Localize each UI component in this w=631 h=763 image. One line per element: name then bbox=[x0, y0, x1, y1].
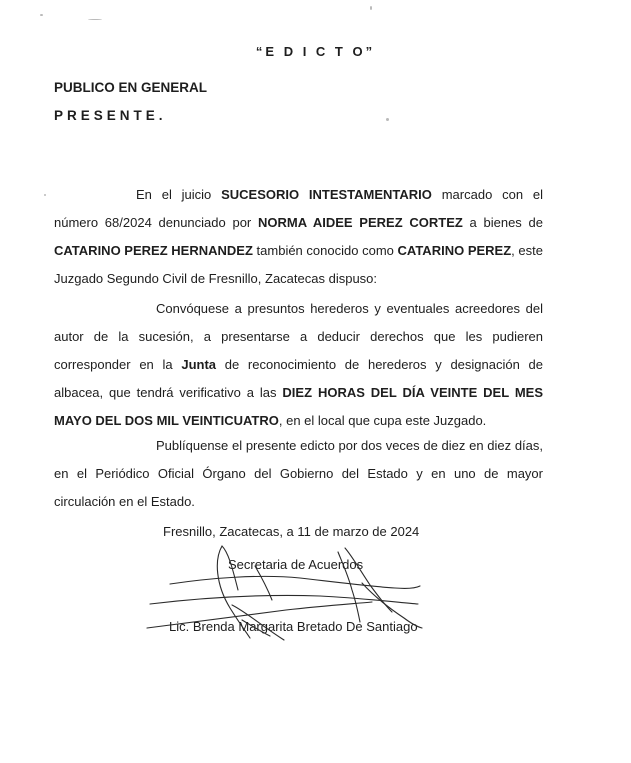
text-run: marcado con el número 68/2024 denunciado por bbox=[54, 187, 544, 230]
addressee-line-2: PRESENTE. bbox=[54, 108, 167, 123]
bold-run: DIEZ HORAS DEL DÍA VEINTE DEL MES MAYO DEL DOS MIL VEINTICUATRO bbox=[54, 385, 543, 428]
document-title: “E D I C T O” bbox=[255, 44, 376, 59]
bold-run: Junta bbox=[181, 357, 217, 372]
text-run: , en el local que cupa este Juzgado. bbox=[278, 413, 487, 428]
signer-title: Secretaria de Acuerdos bbox=[228, 557, 364, 572]
text-run: , este Juzgado Segundo Civil de Fresnillo, Zacatecas dispuso: bbox=[54, 243, 543, 286]
addressee-line-1: PUBLICO EN GENERAL bbox=[54, 80, 208, 95]
bold-run: SUCESORIO INTESTAMENTARIO bbox=[221, 187, 432, 202]
text-run: también conocido como bbox=[252, 243, 398, 258]
bold-run: CATARINO PEREZ HERNANDEZ bbox=[54, 243, 253, 258]
text-run: de reconocimiento de herederos y designación de albacea, que tendrá verificativo a las bbox=[54, 357, 544, 400]
text-run: En el juicio bbox=[136, 187, 222, 202]
text-run: Publíquense el presente edicto por dos veces de diez en diez días, en el Periódico Oficial Órgano del Gobierno del Estado y en uno de mayor circulación en el Estado. bbox=[54, 438, 543, 509]
bold-run: CATARINO PEREZ bbox=[397, 243, 512, 258]
text-run: a bienes de bbox=[462, 215, 543, 230]
signer-name: Lic. Brenda Margarita Bretado De Santiago bbox=[169, 619, 418, 634]
bold-run: NORMA AIDEE PEREZ CORTEZ bbox=[257, 215, 463, 230]
text-run: Convóquese a presuntos herederos y eventuales acreedores del autor de la sucesión, a presentarse a deducir derechos que les pudieren corresponder en la bbox=[54, 301, 543, 372]
place-date: Fresnillo, Zacatecas, a 11 de marzo de 2024 bbox=[163, 524, 420, 539]
